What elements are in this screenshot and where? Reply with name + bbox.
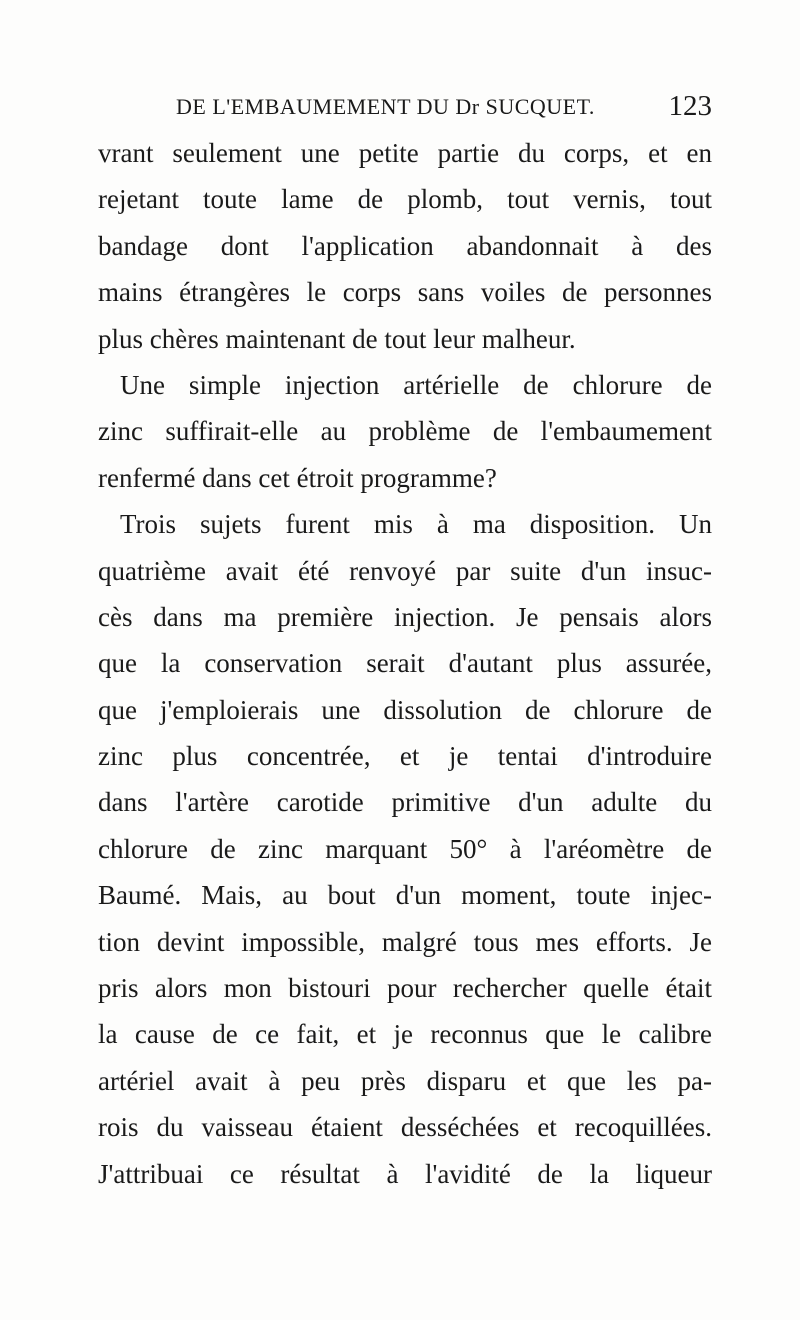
text-line: plus chères maintenant de tout leur malheur. (98, 323, 576, 354)
text-line: artériel avait à peu près disparu et que les pa- (98, 1065, 712, 1096)
text-line: zinc plus concentrée, et je tentai d'introduire (98, 741, 712, 772)
text-line: quatrième avait été renvoyé par suite d'un insuc- (98, 555, 712, 586)
text-line: que la conservation serait d'autant plus assurée, (98, 648, 712, 679)
body-text (98, 130, 712, 1197)
text-line: Trois sujets furent mis à ma disposition. Un (120, 509, 712, 540)
running-title: DE L'EMBAUMEMENT DU Dr SUCQUET. (176, 94, 595, 119)
text-line: Une simple injection artérielle de chlorure de (120, 369, 712, 400)
text-line: dans l'artère carotide primitive d'un adulte du (98, 787, 712, 818)
text-line: cès dans ma première injection. Je pensais alors (98, 601, 712, 632)
text-line: renfermé dans cet étroit programme? (98, 462, 497, 493)
page-number: 123 (668, 90, 712, 122)
text-line: vrant seulement une petite partie du corps, et en (98, 138, 712, 168)
text-line: rejetant toute lame de plomb, tout vernis, tout (98, 184, 712, 215)
text-line: bandage dont l'application abandonnait à des (98, 230, 712, 261)
text-line: pris alors mon bistouri pour rechercher quelle était (98, 973, 712, 1004)
text-line: chlorure de zinc marquant 50° à l'aréomètre de (98, 833, 712, 864)
running-head (176, 90, 712, 124)
text-line: zinc suffirait-elle au problème de l'embaumement (98, 416, 712, 447)
text-line: J'attribuai ce résultat à l'avidité de la liqueur (98, 1158, 712, 1189)
text-line: mains étrangères le corps sans voiles de personnes (98, 277, 712, 308)
text-line: que j'emploierais une dissolution de chlorure de (98, 694, 712, 725)
text-line: Baumé. Mais, au bout d'un moment, toute injec- (98, 880, 712, 911)
text-line: rois du vaisseau étaient desséchées et recoquillées. (98, 1112, 712, 1143)
text-line: tion devint impossible, malgré tous mes efforts. Je (98, 926, 712, 957)
text-line: la cause de ce fait, et je reconnus que le calibre (98, 1019, 712, 1050)
